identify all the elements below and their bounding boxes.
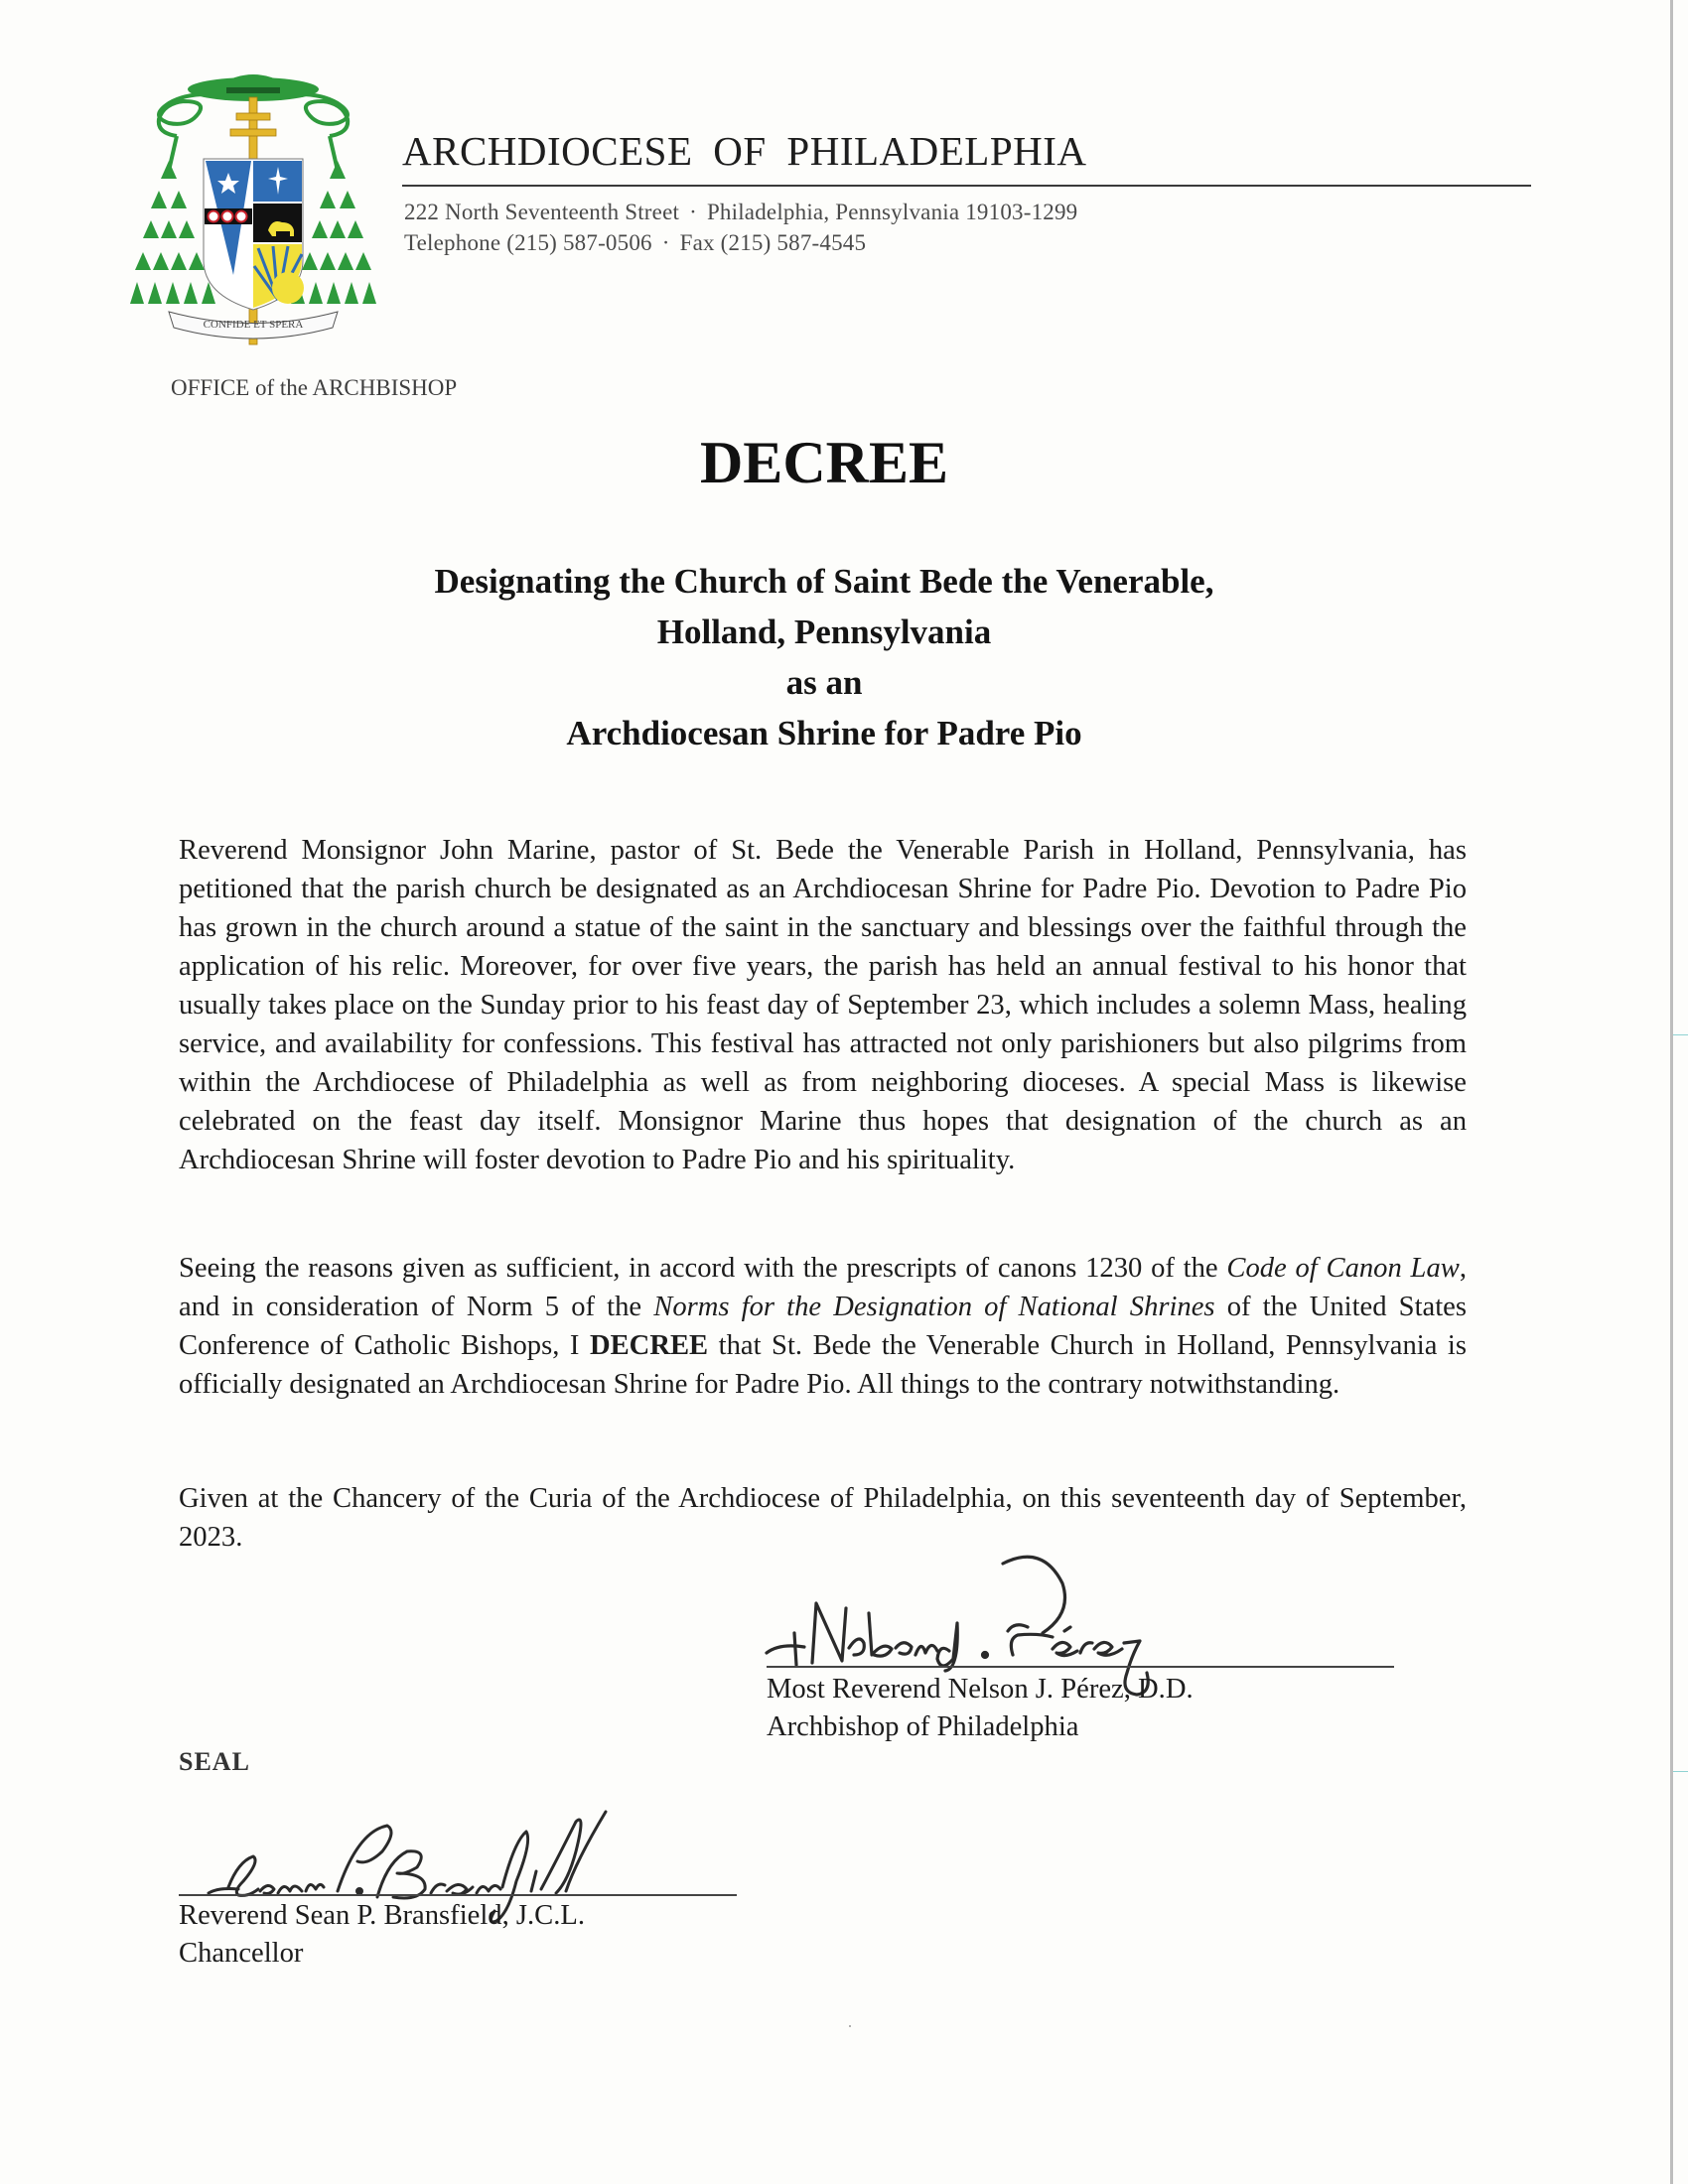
- text-run: Seeing the reasons given as sufficient, in accord with the prescripts of canons 1230 of the: [179, 1253, 1227, 1284]
- paragraph-text: Given at the Chancery of the Curia of the Archdiocese of Philadelphia, on this seventeenth day of September, 2023.: [179, 1483, 1467, 1553]
- archbishop-title: Archbishop of Philadelphia: [767, 1711, 1079, 1742]
- text-run: that St. Bede the Venerable Church in Holland, Pennsylvania is officially designated an Archdiocesan Shrine for Padre Pio. All things to the contrary notwithstanding.: [179, 1330, 1467, 1400]
- subtitle-line: as an: [785, 663, 863, 702]
- telephone: Telephone (215) 587-0506: [404, 230, 652, 255]
- motto-text: CONFIDE ET SPERA: [203, 319, 304, 331]
- page-edge: [1670, 0, 1673, 2184]
- scan-speck: [849, 2025, 851, 2027]
- text-run: of the United States Conference of Catholic Bishops, I: [179, 1292, 1467, 1361]
- separator-dot: ·: [689, 200, 697, 224]
- page-edge-tick: [1673, 1771, 1688, 1772]
- paragraph-petition: [179, 831, 1467, 1179]
- coat-of-arms-logo: [129, 62, 377, 354]
- subtitle-line: Designating the Church of Saint Bede the Venerable,: [434, 562, 1214, 601]
- page-edge-tick: [1673, 1034, 1688, 1035]
- subtitle-line: Holland, Pennsylvania: [656, 613, 992, 651]
- seal-label: SEAL: [179, 1747, 250, 1776]
- text-run: , and in consideration of Norm 5 of the: [179, 1253, 1467, 1322]
- contact-line: [404, 230, 866, 256]
- tassels-right: [291, 161, 376, 304]
- chancellor-title: Chancellor: [179, 1938, 304, 1969]
- chancellor-signature-line: [179, 1894, 737, 1896]
- archbishop-signature-text: +Nelson J. Pérez: [755, 1544, 762, 1545]
- address-line: [404, 200, 1077, 225]
- shield: [204, 159, 304, 310]
- tassels-left: [130, 161, 215, 304]
- city-address: Philadelphia, Pennsylvania 19103-1299: [706, 200, 1078, 224]
- office-label: OFFICE of the ARCHBISHOP: [171, 375, 458, 400]
- citation-norms: Norms for the Designation of National Shrines: [653, 1292, 1215, 1322]
- paragraph-decree: [179, 1249, 1467, 1404]
- archbishop-signature-line: [767, 1666, 1394, 1668]
- separator-dot: ·: [661, 230, 670, 255]
- subtitle-line: Archdiocesan Shrine for Padre Pio: [566, 714, 1082, 752]
- document-subtitle: [0, 556, 1648, 758]
- archbishop-name: Most Reverend Nelson J. Pérez, D.D.: [767, 1674, 1194, 1705]
- letterhead-rule: [402, 185, 1531, 187]
- street-address: 222 North Seventeenth Street: [404, 200, 680, 224]
- decree-keyword: DECREE: [589, 1330, 709, 1361]
- citation-code-of-canon-law: Code of Canon Law: [1226, 1253, 1460, 1284]
- paragraph-text: Reverend Monsignor John Marine, pastor of St. Bede the Venerable Parish in Holland, Pennsylvania, has petitioned that the parish church be designated as an Archdiocesan Shrine for Padre Pio. Devotion to Padre Pio has grown in the church around a statue of the saint in the sanctuary and blessings over the faithful through the application of his relic. Moreover, for over five years, the parish has held an annual festival to his honor that usually takes place on the Sunday prior to his feast day of September 23, which includes a solemn Mass, healing service, and availability for confessions. This festival has attracted not only parishioners but also pilgrims from within the Archdiocese of Philadelphia as well as from neighboring dioceses. A special Mass is likewise celebrated on the feast day itself. Monsignor Marine thus hopes that designation of the church as an Archdiocesan Shrine will foster devotion to Padre Pio and his spirituality.: [179, 835, 1467, 1175]
- document-title: DECREE: [699, 430, 949, 495]
- chancellor-signature-text: Sean P. Bransfield: [199, 1802, 207, 1803]
- fax: Fax (215) 587-4545: [679, 230, 867, 255]
- chancellor-name: Reverend Sean P. Bransfield, J.C.L.: [179, 1900, 585, 1931]
- organization-name: ARCHDIOCESE OF PHILADELPHIA: [402, 128, 1087, 174]
